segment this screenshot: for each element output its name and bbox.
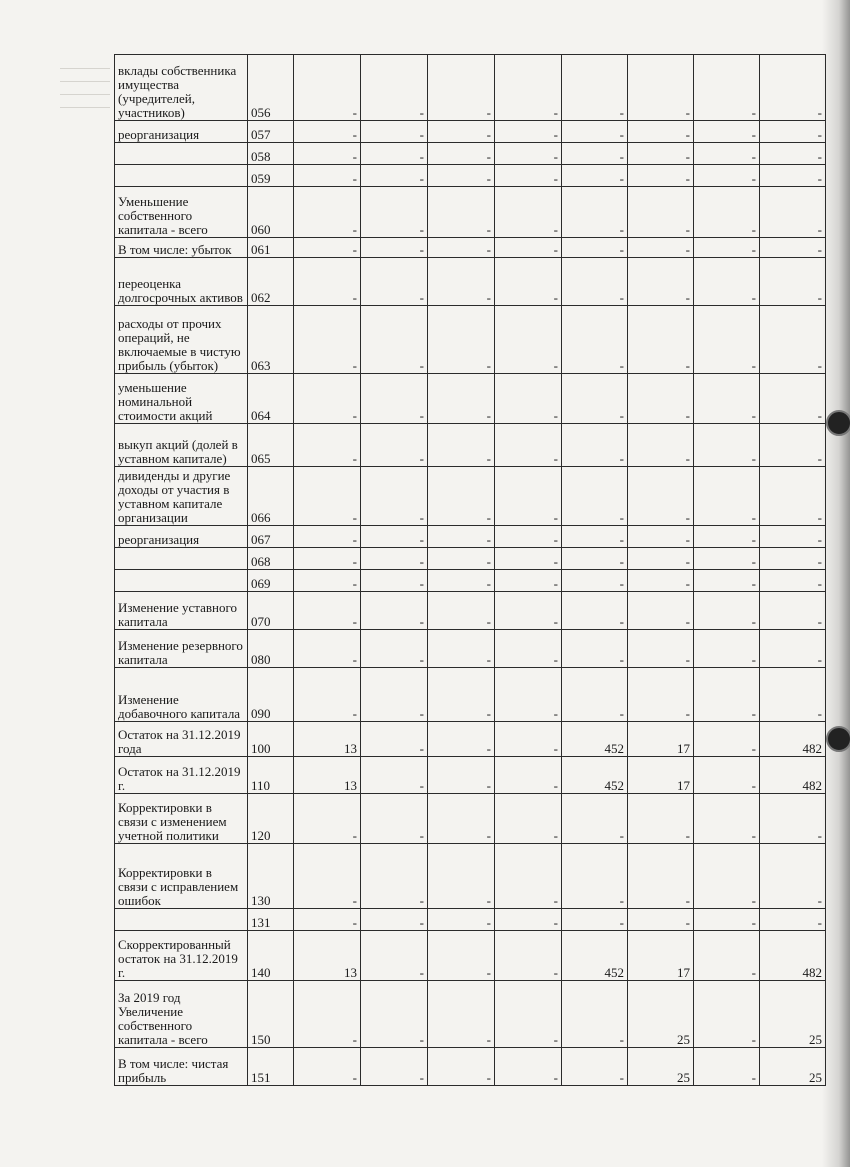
table-row — [115, 526, 826, 548]
row-code: 080 — [248, 630, 294, 668]
value-cell: - — [760, 844, 826, 909]
value-cell: - — [562, 121, 628, 143]
row-label: переоценка долгосрочных активов — [115, 258, 248, 306]
value-cell: - — [428, 548, 495, 570]
value-cell: 482 — [760, 757, 826, 794]
value-cell: - — [694, 668, 760, 722]
value-cell: - — [294, 1048, 361, 1086]
value-cell: - — [361, 909, 428, 931]
value-cell: - — [428, 121, 495, 143]
value-cell: - — [428, 424, 495, 467]
value-cell: - — [361, 794, 428, 844]
value-cell: - — [361, 121, 428, 143]
row-code: 140 — [248, 931, 294, 981]
value-cell: - — [428, 844, 495, 909]
value-cell: - — [294, 592, 361, 630]
row-label: дивиденды и другие доходы от участия в уставном капитале организации — [115, 467, 248, 526]
row-code: 151 — [248, 1048, 294, 1086]
value-cell: - — [294, 570, 361, 592]
equity-changes-table — [114, 54, 826, 1086]
table-row — [115, 1048, 826, 1086]
table-row — [115, 374, 826, 424]
value-cell: - — [760, 548, 826, 570]
value-cell: - — [361, 467, 428, 526]
value-cell: - — [428, 757, 495, 794]
value-cell: - — [694, 548, 760, 570]
value-cell: - — [628, 143, 694, 165]
table-row — [115, 258, 826, 306]
value-cell: - — [562, 424, 628, 467]
value-cell: - — [628, 794, 694, 844]
value-cell: - — [562, 630, 628, 668]
row-label: Остаток на 31.12.2019 г. — [115, 757, 248, 794]
value-cell: 482 — [760, 931, 826, 981]
value-cell: - — [495, 981, 562, 1048]
value-cell: - — [694, 165, 760, 187]
value-cell: - — [361, 238, 428, 258]
row-code: 130 — [248, 844, 294, 909]
value-cell: - — [694, 722, 760, 757]
value-cell: - — [694, 844, 760, 909]
value-cell: - — [428, 570, 495, 592]
value-cell: - — [428, 165, 495, 187]
value-cell: - — [361, 526, 428, 548]
value-cell: - — [428, 794, 495, 844]
value-cell: - — [361, 306, 428, 374]
value-cell: - — [694, 794, 760, 844]
value-cell: - — [428, 592, 495, 630]
value-cell: - — [760, 630, 826, 668]
value-cell: - — [428, 526, 495, 548]
value-cell: - — [562, 570, 628, 592]
value-cell: - — [628, 630, 694, 668]
value-cell: - — [628, 55, 694, 121]
row-code: 062 — [248, 258, 294, 306]
value-cell: - — [760, 570, 826, 592]
value-cell: - — [294, 909, 361, 931]
value-cell: - — [495, 121, 562, 143]
value-cell: - — [694, 55, 760, 121]
value-cell: - — [495, 592, 562, 630]
value-cell: - — [428, 258, 495, 306]
value-cell: - — [361, 570, 428, 592]
row-code: 090 — [248, 668, 294, 722]
table-row — [115, 165, 826, 187]
value-cell: - — [428, 931, 495, 981]
value-cell: - — [294, 258, 361, 306]
value-cell: - — [694, 909, 760, 931]
value-cell: - — [760, 467, 826, 526]
value-cell: - — [495, 909, 562, 931]
value-cell: - — [495, 306, 562, 374]
value-cell: - — [562, 526, 628, 548]
table-row — [115, 570, 826, 592]
value-cell: - — [495, 931, 562, 981]
value-cell: - — [361, 258, 428, 306]
value-cell: - — [628, 374, 694, 424]
value-cell: - — [694, 570, 760, 592]
value-cell: - — [361, 630, 428, 668]
value-cell: - — [294, 143, 361, 165]
value-cell: - — [694, 187, 760, 238]
value-cell: - — [562, 592, 628, 630]
value-cell: - — [562, 165, 628, 187]
value-cell: - — [495, 757, 562, 794]
value-cell: - — [562, 467, 628, 526]
value-cell: - — [294, 424, 361, 467]
value-cell: - — [760, 55, 826, 121]
value-cell: - — [495, 570, 562, 592]
value-cell: - — [562, 306, 628, 374]
value-cell: - — [428, 668, 495, 722]
row-label: выкуп акций (долей в уставном капитале) — [115, 424, 248, 467]
value-cell: - — [562, 258, 628, 306]
table-row — [115, 306, 826, 374]
row-label: Корректировки в связи с исправлением ошибок — [115, 844, 248, 909]
value-cell: - — [495, 1048, 562, 1086]
value-cell: - — [694, 424, 760, 467]
value-cell: - — [361, 374, 428, 424]
row-label: Уменьшение собственного капитала - всего — [115, 187, 248, 238]
value-cell: - — [361, 548, 428, 570]
page-edge-shadow — [822, 0, 850, 1167]
value-cell: - — [428, 1048, 495, 1086]
value-cell: - — [495, 668, 562, 722]
row-code: 065 — [248, 424, 294, 467]
value-cell: - — [694, 630, 760, 668]
row-label: Изменение уставного капитала — [115, 592, 248, 630]
row-code: 058 — [248, 143, 294, 165]
row-code: 068 — [248, 548, 294, 570]
value-cell: - — [294, 794, 361, 844]
value-cell: - — [294, 55, 361, 121]
value-cell: - — [495, 187, 562, 238]
value-cell: - — [495, 794, 562, 844]
value-cell: - — [694, 467, 760, 526]
value-cell: - — [361, 844, 428, 909]
value-cell: - — [628, 306, 694, 374]
value-cell: - — [361, 424, 428, 467]
table-row — [115, 121, 826, 143]
value-cell: - — [694, 306, 760, 374]
value-cell: - — [428, 374, 495, 424]
value-cell: - — [694, 238, 760, 258]
table-row — [115, 424, 826, 467]
value-cell: - — [495, 238, 562, 258]
value-cell: - — [760, 238, 826, 258]
value-cell: - — [495, 424, 562, 467]
value-cell: - — [562, 981, 628, 1048]
row-label — [115, 909, 248, 931]
value-cell: - — [294, 467, 361, 526]
value-cell: - — [760, 143, 826, 165]
value-cell: - — [361, 1048, 428, 1086]
value-cell: - — [294, 121, 361, 143]
value-cell: - — [361, 722, 428, 757]
row-code: 131 — [248, 909, 294, 931]
table-row — [115, 909, 826, 931]
value-cell: - — [562, 668, 628, 722]
value-cell: 25 — [628, 1048, 694, 1086]
value-cell: 17 — [628, 722, 694, 757]
table-row — [115, 794, 826, 844]
punch-hole-top — [826, 410, 850, 436]
value-cell: - — [294, 306, 361, 374]
value-cell: - — [495, 467, 562, 526]
value-cell: - — [361, 165, 428, 187]
value-cell: - — [495, 374, 562, 424]
value-cell: - — [562, 374, 628, 424]
value-cell: - — [694, 143, 760, 165]
value-cell: - — [760, 258, 826, 306]
row-code: 063 — [248, 306, 294, 374]
row-label: Корректировки в связи с изменением учетной политики — [115, 794, 248, 844]
row-label — [115, 165, 248, 187]
value-cell: - — [495, 258, 562, 306]
row-label: Изменение резервного капитала — [115, 630, 248, 668]
value-cell: - — [694, 526, 760, 548]
value-cell: - — [428, 909, 495, 931]
value-cell: - — [361, 55, 428, 121]
value-cell: - — [760, 909, 826, 931]
value-cell: - — [628, 258, 694, 306]
value-cell: 13 — [294, 757, 361, 794]
value-cell: - — [694, 757, 760, 794]
value-cell: - — [428, 55, 495, 121]
table-row — [115, 981, 826, 1048]
value-cell: - — [428, 143, 495, 165]
row-label: Остаток на 31.12.2019 года — [115, 722, 248, 757]
value-cell: - — [628, 165, 694, 187]
value-cell: - — [628, 909, 694, 931]
row-label: Изменение добавочного капитала — [115, 668, 248, 722]
value-cell: - — [294, 981, 361, 1048]
row-label: В том числе: чистая прибыль — [115, 1048, 248, 1086]
value-cell: - — [562, 143, 628, 165]
value-cell: 482 — [760, 722, 826, 757]
value-cell: 452 — [562, 722, 628, 757]
value-cell: - — [495, 143, 562, 165]
row-label — [115, 570, 248, 592]
table-row — [115, 238, 826, 258]
value-cell: - — [694, 931, 760, 981]
row-code: 059 — [248, 165, 294, 187]
value-cell: - — [628, 121, 694, 143]
value-cell: 13 — [294, 931, 361, 981]
table-row — [115, 187, 826, 238]
row-code: 070 — [248, 592, 294, 630]
value-cell: - — [495, 722, 562, 757]
row-label: реорганизация — [115, 121, 248, 143]
row-code: 067 — [248, 526, 294, 548]
value-cell: - — [294, 844, 361, 909]
value-cell: 25 — [628, 981, 694, 1048]
value-cell: - — [294, 374, 361, 424]
row-code: 064 — [248, 374, 294, 424]
value-cell: - — [760, 668, 826, 722]
value-cell: - — [562, 909, 628, 931]
value-cell: 452 — [562, 931, 628, 981]
value-cell: - — [361, 931, 428, 981]
value-cell: - — [428, 238, 495, 258]
value-cell: - — [294, 165, 361, 187]
value-cell: 17 — [628, 757, 694, 794]
table-row — [115, 931, 826, 981]
value-cell: - — [495, 165, 562, 187]
value-cell: - — [760, 424, 826, 467]
row-label: За 2019 год Увеличение собственного капитала - всего — [115, 981, 248, 1048]
row-label: расходы от прочих операций, не включаемые в чистую прибыль (убыток) — [115, 306, 248, 374]
value-cell: - — [760, 374, 826, 424]
table-row — [115, 592, 826, 630]
row-code: 120 — [248, 794, 294, 844]
value-cell: - — [495, 548, 562, 570]
value-cell: - — [694, 1048, 760, 1086]
value-cell: - — [628, 467, 694, 526]
row-code: 100 — [248, 722, 294, 757]
value-cell: - — [428, 306, 495, 374]
value-cell: - — [760, 187, 826, 238]
row-code: 057 — [248, 121, 294, 143]
value-cell: - — [562, 55, 628, 121]
table-row — [115, 668, 826, 722]
value-cell: - — [361, 981, 428, 1048]
value-cell: - — [361, 757, 428, 794]
value-cell: - — [495, 844, 562, 909]
row-label: уменьшение номинальной стоимости акций — [115, 374, 248, 424]
value-cell: - — [562, 844, 628, 909]
value-cell: - — [294, 238, 361, 258]
table-row — [115, 548, 826, 570]
value-cell: - — [628, 592, 694, 630]
row-code: 069 — [248, 570, 294, 592]
row-label — [115, 143, 248, 165]
value-cell: - — [628, 668, 694, 722]
row-code: 060 — [248, 187, 294, 238]
value-cell: - — [294, 187, 361, 238]
row-code: 061 — [248, 238, 294, 258]
punch-hole-bottom — [826, 726, 850, 752]
value-cell: - — [562, 187, 628, 238]
table-row — [115, 844, 826, 909]
table-row — [115, 143, 826, 165]
value-cell: 452 — [562, 757, 628, 794]
value-cell: 13 — [294, 722, 361, 757]
value-cell: - — [628, 844, 694, 909]
value-cell: - — [428, 187, 495, 238]
value-cell: - — [694, 374, 760, 424]
value-cell: - — [495, 630, 562, 668]
value-cell: - — [760, 165, 826, 187]
row-label: Скорректированный остаток на 31.12.2019 г. — [115, 931, 248, 981]
table-row — [115, 467, 826, 526]
value-cell: - — [361, 143, 428, 165]
row-code: 066 — [248, 467, 294, 526]
value-cell: - — [361, 668, 428, 722]
value-cell: - — [694, 592, 760, 630]
value-cell: - — [694, 121, 760, 143]
value-cell: - — [628, 526, 694, 548]
value-cell: - — [628, 548, 694, 570]
value-cell: - — [760, 526, 826, 548]
value-cell: - — [294, 526, 361, 548]
table-row — [115, 55, 826, 121]
value-cell: - — [294, 548, 361, 570]
row-code: 056 — [248, 55, 294, 121]
value-cell: - — [361, 187, 428, 238]
value-cell: - — [694, 981, 760, 1048]
row-label — [115, 548, 248, 570]
table-row — [115, 630, 826, 668]
value-cell: - — [694, 258, 760, 306]
value-cell: - — [760, 794, 826, 844]
value-cell: - — [495, 55, 562, 121]
value-cell: - — [628, 187, 694, 238]
table-row — [115, 722, 826, 757]
value-cell: - — [562, 794, 628, 844]
value-cell: - — [628, 570, 694, 592]
value-cell: 17 — [628, 931, 694, 981]
value-cell: - — [428, 467, 495, 526]
value-cell: - — [428, 722, 495, 757]
value-cell: - — [760, 121, 826, 143]
row-label: вклады собственника имущества (учредителей, участников) — [115, 55, 248, 121]
value-cell: 25 — [760, 981, 826, 1048]
value-cell: - — [428, 981, 495, 1048]
value-cell: - — [495, 526, 562, 548]
value-cell: - — [361, 592, 428, 630]
row-code: 150 — [248, 981, 294, 1048]
value-cell: - — [760, 592, 826, 630]
value-cell: - — [294, 668, 361, 722]
row-label: реорганизация — [115, 526, 248, 548]
value-cell: - — [562, 238, 628, 258]
value-cell: 25 — [760, 1048, 826, 1086]
table-row — [115, 757, 826, 794]
value-cell: - — [628, 238, 694, 258]
value-cell: - — [562, 548, 628, 570]
value-cell: - — [760, 306, 826, 374]
row-code: 110 — [248, 757, 294, 794]
value-cell: - — [628, 424, 694, 467]
value-cell: - — [294, 630, 361, 668]
bleed-through-text — [60, 60, 110, 120]
row-label: В том числе: убыток — [115, 238, 248, 258]
value-cell: - — [428, 630, 495, 668]
value-cell: - — [562, 1048, 628, 1086]
